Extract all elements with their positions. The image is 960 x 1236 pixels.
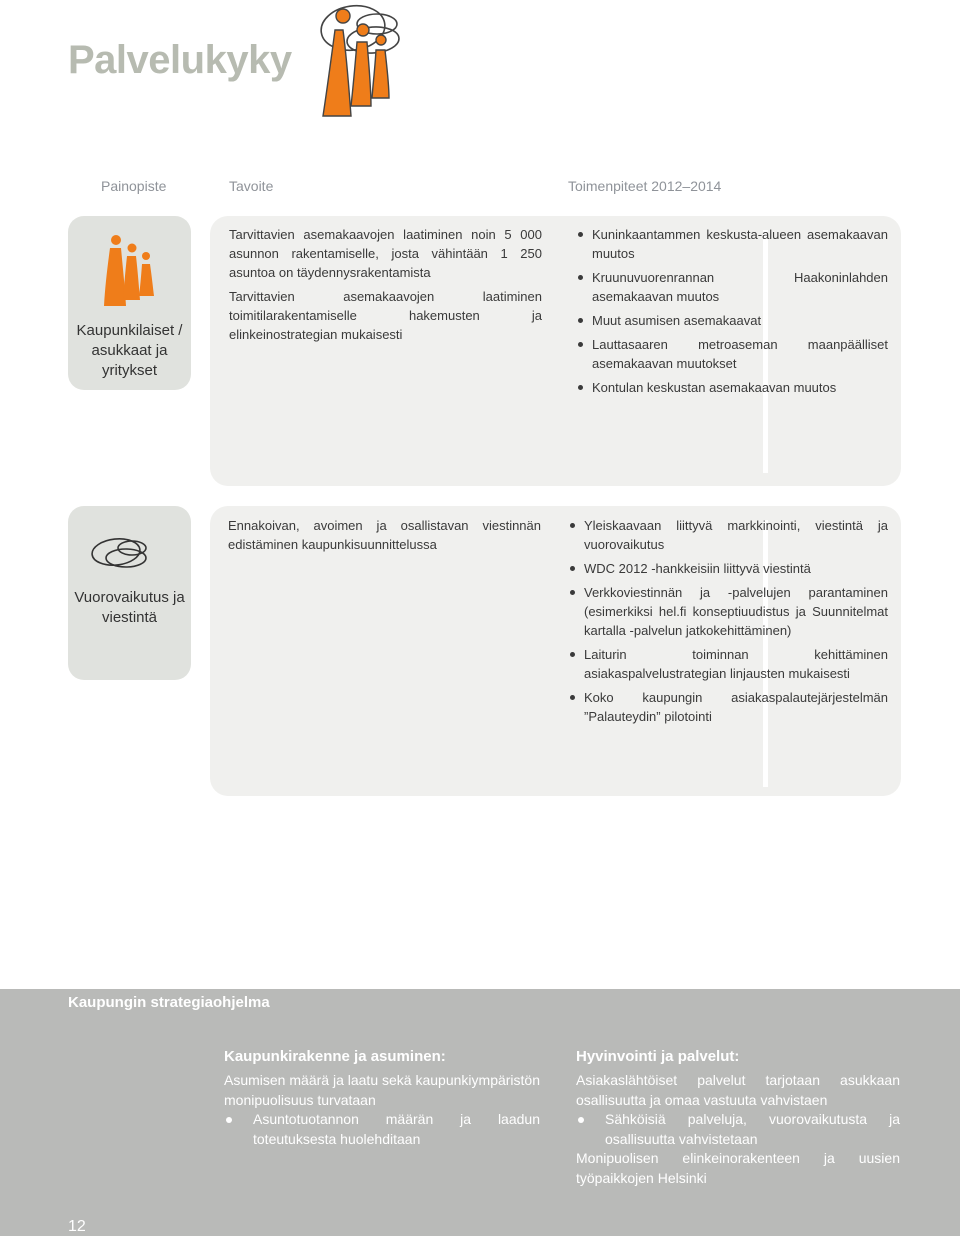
- list-item: Yleiskaavaan liittyvä markkinointi, viestintä ja vuorovaikutus: [568, 516, 888, 554]
- list-item: Verkkoviestinnän ja -palvelujen parantaminen (esimerkiksi hel.fi konseptiuudistus ja Suunnitelmat kartalla -palvelun jatkokehittäminen): [568, 583, 888, 640]
- page-title: Palvelukyky: [68, 38, 292, 82]
- interaction-ovals-icon: [88, 534, 152, 574]
- footer-text: Asumisen määrä ja laatu sekä kaupunkiympäristön monipuolisuus turvataan: [224, 1072, 540, 1108]
- row-card-vuorovaikutus: [210, 506, 901, 796]
- list-item: Muut asumisen asemakaavat: [576, 311, 888, 330]
- list-item: Laiturin toiminnan kehittäminen asiakaspalvelustrategian linjausten mukaisesti: [568, 645, 888, 683]
- painopiste-label: Vuorovaikutus ja viestintä: [74, 589, 185, 626]
- footer-bullet: Asuntotuotannon määrän ja laadun toteutuksesta huolehditaan: [224, 1110, 540, 1149]
- footer-column-kaupunkirakenne: [224, 1048, 540, 1149]
- tavoite-item: Ennakoivan, avoimen ja osallistavan viestinnän edistäminen kaupunkisuunnittelussa: [228, 518, 541, 552]
- footer-title: Kaupungin strategiaohjelma: [68, 994, 270, 1011]
- painopiste-label: Kaupunkilaiset / asukkaat ja yritykset: [76, 322, 183, 379]
- column-header-tavoite: Tavoite: [229, 178, 274, 194]
- tavoite-text: [228, 516, 541, 559]
- people-ovals-logo-icon: [315, 0, 405, 120]
- row-card-kaupunkilaiset: [210, 216, 901, 486]
- footer-bullet: Sähköisiä palveluja, vuorovaikutusta ja osallisuutta vahvistetaan: [576, 1110, 900, 1149]
- painopiste-card-vuorovaikutus: [68, 506, 191, 680]
- column-header-toimenpiteet: Toimenpiteet 2012–2014: [568, 178, 722, 194]
- list-item: Lauttasaaren metroaseman maanpäälliset asemakaavan muutokset: [576, 335, 888, 373]
- tavoite-text: [229, 225, 542, 349]
- toimenpiteet-list: [568, 516, 888, 731]
- strategy-footer: [0, 989, 960, 1236]
- list-item: Koko kaupungin asiakaspalautejärjestelmän ”Palauteydin” pilotointi: [568, 688, 888, 726]
- footer-text: Monipuolisen elinkeinorakenteen ja uusien työpaikkojen Helsinki: [576, 1150, 900, 1186]
- list-item: Kontulan keskustan asemakaavan muutos: [576, 378, 888, 397]
- list-item: WDC 2012 -hankkeisiin liittyvä viestintä: [568, 559, 888, 578]
- tavoite-item: Tarvittavien asemakaavojen laatiminen noin 5 000 asunnon rakentamiselle, josta vähintään 1 250 asuntoa on täydennysrakentamista: [229, 227, 542, 280]
- footer-column-hyvinvointi: [576, 1048, 900, 1188]
- three-people-icon: [104, 234, 156, 306]
- list-item: Kuninkaantammen keskusta-alueen asemakaavan muutos: [576, 225, 888, 263]
- footer-heading: Kaupunkirakenne ja asuminen:: [224, 1048, 446, 1065]
- tavoite-item: Tarvittavien asemakaavojen laatiminen toimitilarakentamiselle hakemusten ja elinkeinostrategian mukaisesti: [229, 289, 542, 342]
- footer-text: Asiakaslähtöiset palvelut tarjotaan asukkaan osallisuutta ja omaa vastuuta vahvistaen: [576, 1072, 900, 1108]
- toimenpiteet-list: [576, 225, 888, 402]
- list-item: Kruunuvuorenrannan Haakoninlahden asemakaavan muutos: [576, 268, 888, 306]
- column-header-painopiste: Painopiste: [101, 178, 167, 194]
- painopiste-card-kaupunkilaiset: [68, 216, 191, 390]
- page-number: 12: [68, 1218, 86, 1235]
- footer-heading: Hyvinvointi ja palvelut:: [576, 1048, 740, 1065]
